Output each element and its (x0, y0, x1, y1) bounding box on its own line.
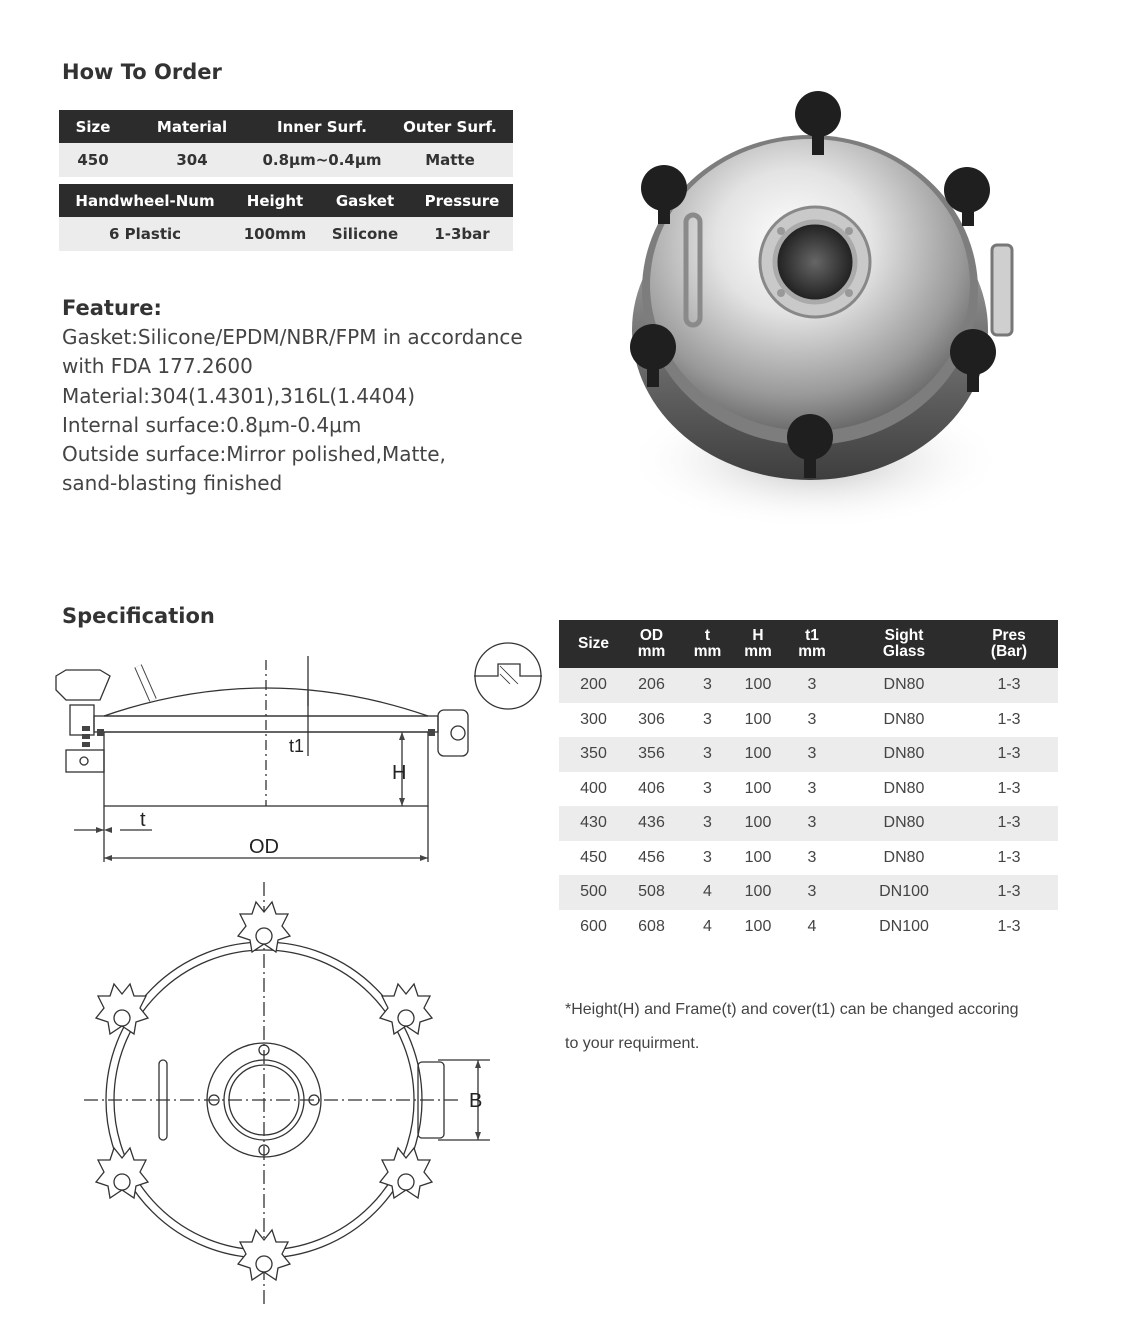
table-cell: 3 (807, 779, 817, 797)
table-cell: 1-3 (997, 917, 1021, 935)
manway-product-photo (600, 80, 1040, 550)
spec-header-size: Size (559, 620, 628, 668)
table-cell: 3 (776, 806, 848, 841)
table-cell: DN100 (848, 875, 960, 910)
order-header-outer-surf: Outer Surf. (387, 110, 513, 143)
feature-title: Feature: (62, 296, 162, 320)
table-cell: 100 (744, 917, 772, 935)
spec-header-row (559, 620, 1058, 668)
table-cell: 3 (807, 710, 817, 728)
table-cell: 200 (559, 668, 628, 703)
order-value-material: 304 (127, 143, 257, 177)
table-cell: 306 (638, 710, 665, 728)
side-view-drawing (50, 640, 550, 870)
order-header-handwheel: Handwheel-Num (59, 184, 231, 217)
table-cell: 1-3 (997, 848, 1021, 866)
table-cell: DN100 (879, 917, 929, 935)
specification-table (559, 620, 1058, 944)
table-cell: 430 (559, 806, 628, 841)
table-cell: 3 (776, 668, 848, 703)
table-cell: DN80 (883, 710, 925, 728)
table-row (559, 841, 1058, 876)
table-cell: 1-3 (960, 668, 1058, 703)
feature-line: Internal surface:0.8μm-0.4μm (62, 412, 362, 437)
spec-header-h: H mm (740, 620, 776, 668)
dim-label-b: B (469, 1090, 483, 1112)
table-cell: DN80 (848, 668, 960, 703)
table-cell: DN80 (848, 806, 960, 841)
table-cell: 3 (703, 848, 712, 866)
table-cell: 4 (807, 917, 817, 935)
feature-line: Gasket:Silicone/EPDM/NBR/FPM in accordance (62, 325, 523, 350)
order-table-1 (59, 110, 513, 177)
dim-label-od: OD (249, 836, 279, 858)
table-cell: 100 (740, 668, 776, 703)
table-cell: 450 (580, 848, 607, 866)
dim-label-h: H (392, 762, 407, 784)
table-cell: 4 (675, 875, 740, 910)
table-cell: 100 (744, 848, 772, 866)
order-header-inner-surf: Inner Surf. (257, 110, 387, 143)
dim-label-t1: t1 (289, 736, 305, 756)
table-cell: 3 (675, 806, 740, 841)
order-header-height: Height (231, 184, 319, 217)
order-table-2 (59, 184, 513, 251)
table-cell: 1-3 (997, 779, 1021, 797)
table-cell: 1-3 (960, 737, 1058, 772)
feature-line: sand-blasting finished (62, 471, 283, 496)
how-to-order-title: How To Order (62, 60, 222, 84)
table-cell: 206 (628, 668, 675, 703)
table-row (559, 668, 1058, 703)
table-row (559, 737, 1058, 772)
table-cell: DN80 (883, 779, 925, 797)
order-value-pressure: 1-3bar (411, 217, 513, 251)
table-cell: 3 (675, 668, 740, 703)
table-cell: 3 (703, 710, 712, 728)
table-cell: 3 (675, 737, 740, 772)
table-cell: 3 (703, 779, 712, 797)
table-cell: 508 (628, 875, 675, 910)
table-cell: DN80 (883, 848, 925, 866)
table-cell: 608 (638, 917, 665, 935)
table-cell: 350 (559, 737, 628, 772)
table-cell: 100 (744, 779, 772, 797)
note-line: *Height(H) and Frame(t) and cover(t1) can be changed accoring (565, 1001, 1019, 1018)
specification-title: Specification (62, 604, 215, 628)
spec-header-od: OD mm (628, 620, 675, 668)
order-value-size: 450 (59, 143, 127, 177)
table-row (559, 806, 1058, 841)
order-value-height: 100mm (231, 217, 319, 251)
order-value-outer-surf: Matte (387, 143, 513, 177)
order-value-gasket: Silicone (319, 217, 411, 251)
feature-line: with FDA 177.2600 (62, 354, 253, 379)
spec-header-t: t mm (675, 620, 740, 668)
order-value-handwheel: 6 Plastic (59, 217, 231, 251)
order-value-inner-surf: 0.8μm~0.4μm (257, 143, 387, 177)
table-cell: DN80 (848, 737, 960, 772)
order-header-pressure: Pressure (411, 184, 513, 217)
table-cell: 3 (776, 875, 848, 910)
table-row (559, 772, 1058, 807)
spec-header-sight-glass: Sight Glass (848, 620, 960, 668)
table-cell: 100 (740, 737, 776, 772)
order-header-size: Size (59, 110, 127, 143)
feature-line: Material:304(1.4301),316L(1.4404) (62, 383, 416, 408)
table-cell: 3 (776, 737, 848, 772)
table-cell: 436 (628, 806, 675, 841)
table-cell: 4 (703, 917, 712, 935)
table-cell: 600 (580, 917, 607, 935)
table-row (559, 910, 1058, 945)
table-cell: 100 (744, 710, 772, 728)
table-row (559, 703, 1058, 738)
spec-header-pressure: Pres (Bar) (960, 620, 1058, 668)
feature-line: Outside surface:Mirror polished,Matte, (62, 442, 446, 467)
table-cell: 300 (580, 710, 607, 728)
top-view-drawing (80, 880, 500, 1310)
table-cell: 406 (638, 779, 665, 797)
table-cell: 100 (740, 875, 776, 910)
table-cell: 100 (740, 806, 776, 841)
order-header-gasket: Gasket (319, 184, 411, 217)
table-cell: 356 (628, 737, 675, 772)
spec-header-t1: t1 mm (776, 620, 848, 668)
order-header-material: Material (127, 110, 257, 143)
table-cell: 456 (638, 848, 665, 866)
table-cell: 3 (807, 848, 817, 866)
table-row (559, 875, 1058, 910)
dim-label-t: t (140, 809, 146, 831)
table-cell: 1-3 (960, 875, 1058, 910)
note-line: to your requirment. (565, 1035, 700, 1052)
feature-block (62, 294, 582, 498)
table-cell: 500 (559, 875, 628, 910)
table-cell: 1-3 (997, 710, 1021, 728)
table-cell: 1-3 (960, 806, 1058, 841)
table-cell: 400 (580, 779, 607, 797)
specification-note (565, 993, 1055, 1061)
